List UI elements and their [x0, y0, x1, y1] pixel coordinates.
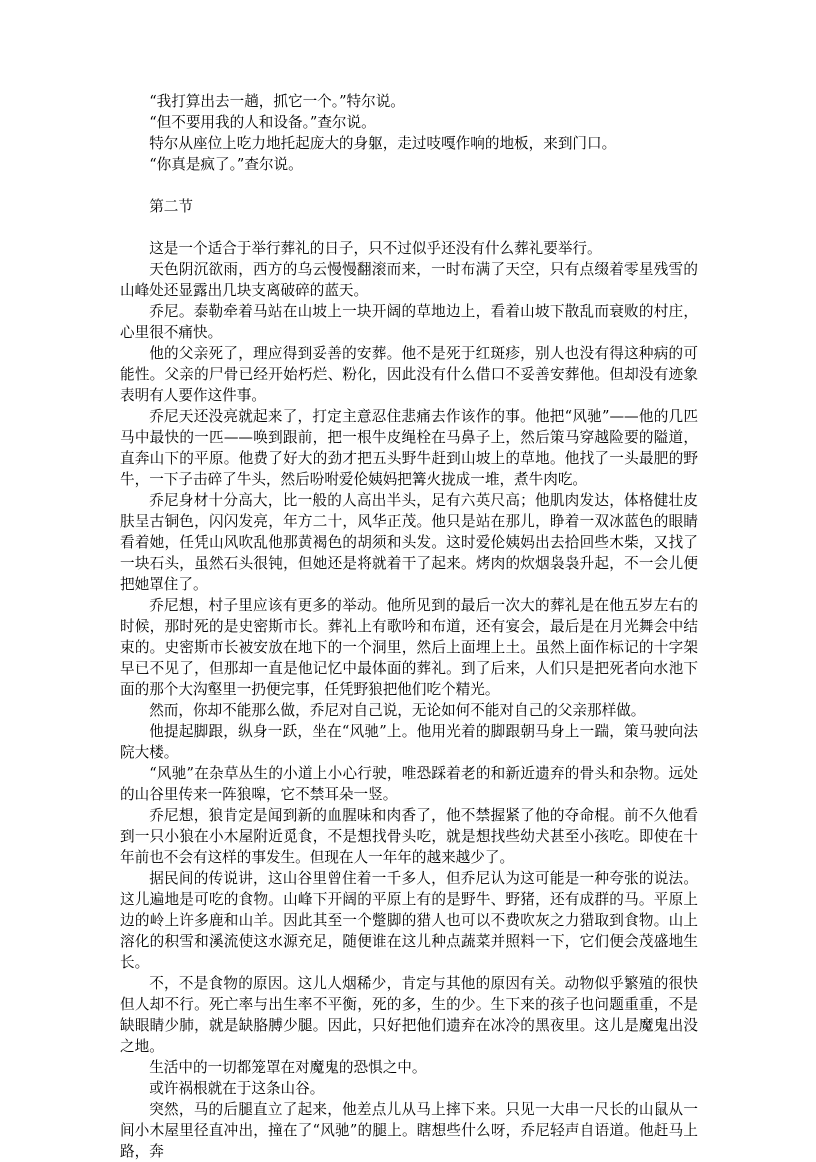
- paragraph: 特尔从座位上吃力地托起庞大的身躯，走过吱嘎作响的地板，来到门口。: [149, 135, 617, 152]
- paragraph: 然而，你却不能那么做，乔尼对自己说，无论如何不能对自己的父亲那样做。: [149, 702, 646, 719]
- paragraph: 乔尼想，狼肯定是闻到新的血腥味和肉香了，他不禁握紧了他的夺命棍。前不久他看到一只小狼在小木屋附近觅食，不是想找骨头吃，就是想找些幼犬甚至小孩吃。即使在十年前也不会有这样的事发生。但现在人一年年的越来越少了。: [120, 807, 698, 866]
- paragraph: 或许祸根就在于这条山谷。: [149, 1080, 325, 1097]
- paragraph: 乔尼。泰勒牵着马站在山坡上一块开阔的草地边上，看着山坡下散乱而衰败的村庄，心里很不痛快。: [120, 303, 698, 341]
- paragraph: 这是一个适合于举行葬礼的日子，只不过似乎还没有什么葬礼要举行。: [149, 240, 602, 257]
- section-body: [120, 238, 698, 1162]
- paragraph: “风驰”在杂草丛生的小道上小心行驶，唯恐踩着老的和新近遗弃的骨头和杂物。远处的山谷里传来一阵狼嗥，它不禁耳朵一竖。: [120, 765, 698, 803]
- paragraph: 乔尼天还没亮就起来了，打定主意忍住悲痛去作该作的事。他把“风驰”——他的几匹马中最快的一匹——唤到跟前，把一根牛皮绳栓在马鼻子上，然后策马穿越险要的隘道，直奔山下的平原。他费了好大的劲才把五头野牛赶到山坡上的草地。他找了一头最肥的野牛，一下子击碎了牛头，然后吩咐爱伦姨妈把篝火拢成一堆，煮牛肉吃。: [120, 408, 698, 488]
- paragraph: 突然，马的后腿直立了起来，他差点儿从马上摔下来。只见一大串一尺长的山鼠从一间小木屋里径直冲出，撞在了“风驰”的腿上。瞎想些什么呀，乔尼轻声自语道。他赶马上路，奔: [120, 1101, 698, 1160]
- dialogue-block: [120, 91, 698, 175]
- paragraph: 他提起脚跟，纵身一跃，坐在“风驰”上。他用光着的脚跟朝马身上一踹，策马驶向法院大楼。: [120, 723, 698, 761]
- paragraph: “你真是疯了。”查尔说。: [149, 156, 303, 173]
- paragraph: 他的父亲死了，理应得到妥善的安葬。他不是死于红斑疹，别人也没有得这种病的可能性。父亲的尸骨已经开始朽烂、粉化，因此没有什么借口不妥善安葬他。但却没有迹象表明有人要作这件事。: [120, 345, 698, 404]
- document-page: [120, 91, 698, 1162]
- paragraph: 生活中的一切都笼罩在对魔鬼的恐惧之中。: [149, 1059, 427, 1076]
- paragraph: 乔尼身材十分高大，比一般的人高出半头，足有六英尺高；他肌肉发达，体格健壮皮肤呈古铜色，闪闪发亮，年方二十，风华正茂。他只是站在那儿，睁着一双冰蓝色的眼睛看着她，任凭山风吹乱他那黄褐色的胡须和头发。这时爱伦姨妈出去拾回些木柴，又找了一块石头，虽然石头很钝，但她还是将就着干了起来。烤肉的炊烟袅袅升起，不一会儿便把她罩住了。: [120, 492, 698, 593]
- paragraph: 乔尼想，村子里应该有更多的举动。他所见到的最后一次大的葬礼是在他五岁左右的时候，那时死的是史密斯市长。葬礼上有歌吟和布道，还有宴会，最后是在月光舞会中结束的。史密斯市长被安放在地下的一个洞里，然后上面埋上土。虽然上面作标记的十字架早已不见了，但那却一直是他记忆中最体面的葬礼。到了后来，人们只是把死者向水池下面的那个大沟壑里一扔便完事，任凭野狼把他们吃个精光。: [120, 597, 698, 698]
- paragraph: 据民间的传说讲，这山谷里曾住着一千多人，但乔尼认为这可能是一种夸张的说法。这儿遍地是可吃的食物。山峰下开阔的平原上有的是野牛、野猪，还有成群的马。平原上边的岭上许多鹿和山羊。因此其至一个蹩脚的猎人也可以不费吹灰之力猎取到食物。山上溶化的积雪和溪流使这水源充足，随便谁在这儿种点蔬菜并照料一下，它们便会茂盛地生长。: [120, 870, 698, 971]
- section-heading: 第二节: [149, 198, 193, 215]
- paragraph: “但不要用我的人和设备。”查尔说。: [149, 114, 376, 131]
- paragraph: 不，不是食物的原因。这儿人烟稀少，肯定与其他的原因有关。动物似乎繁殖的很快但人却不行。死亡率与出生率不平衡，死的多，生的少。生下来的孩子也问题重重，不是缺眼睛少肺，就是缺胳膊少腿。因此，只好把他们遗弃在冰冷的黑夜里。这儿是魔鬼出没之地。: [120, 975, 698, 1055]
- paragraph: “我打算出去一趟，抓它一个。”特尔说。: [149, 93, 405, 110]
- paragraph: 天色阴沉欲雨，西方的乌云慢慢翻滚而来，一时布满了天空，只有点缀着零星残雪的山峰处还显露出几块支离破碎的蓝天。: [120, 261, 698, 299]
